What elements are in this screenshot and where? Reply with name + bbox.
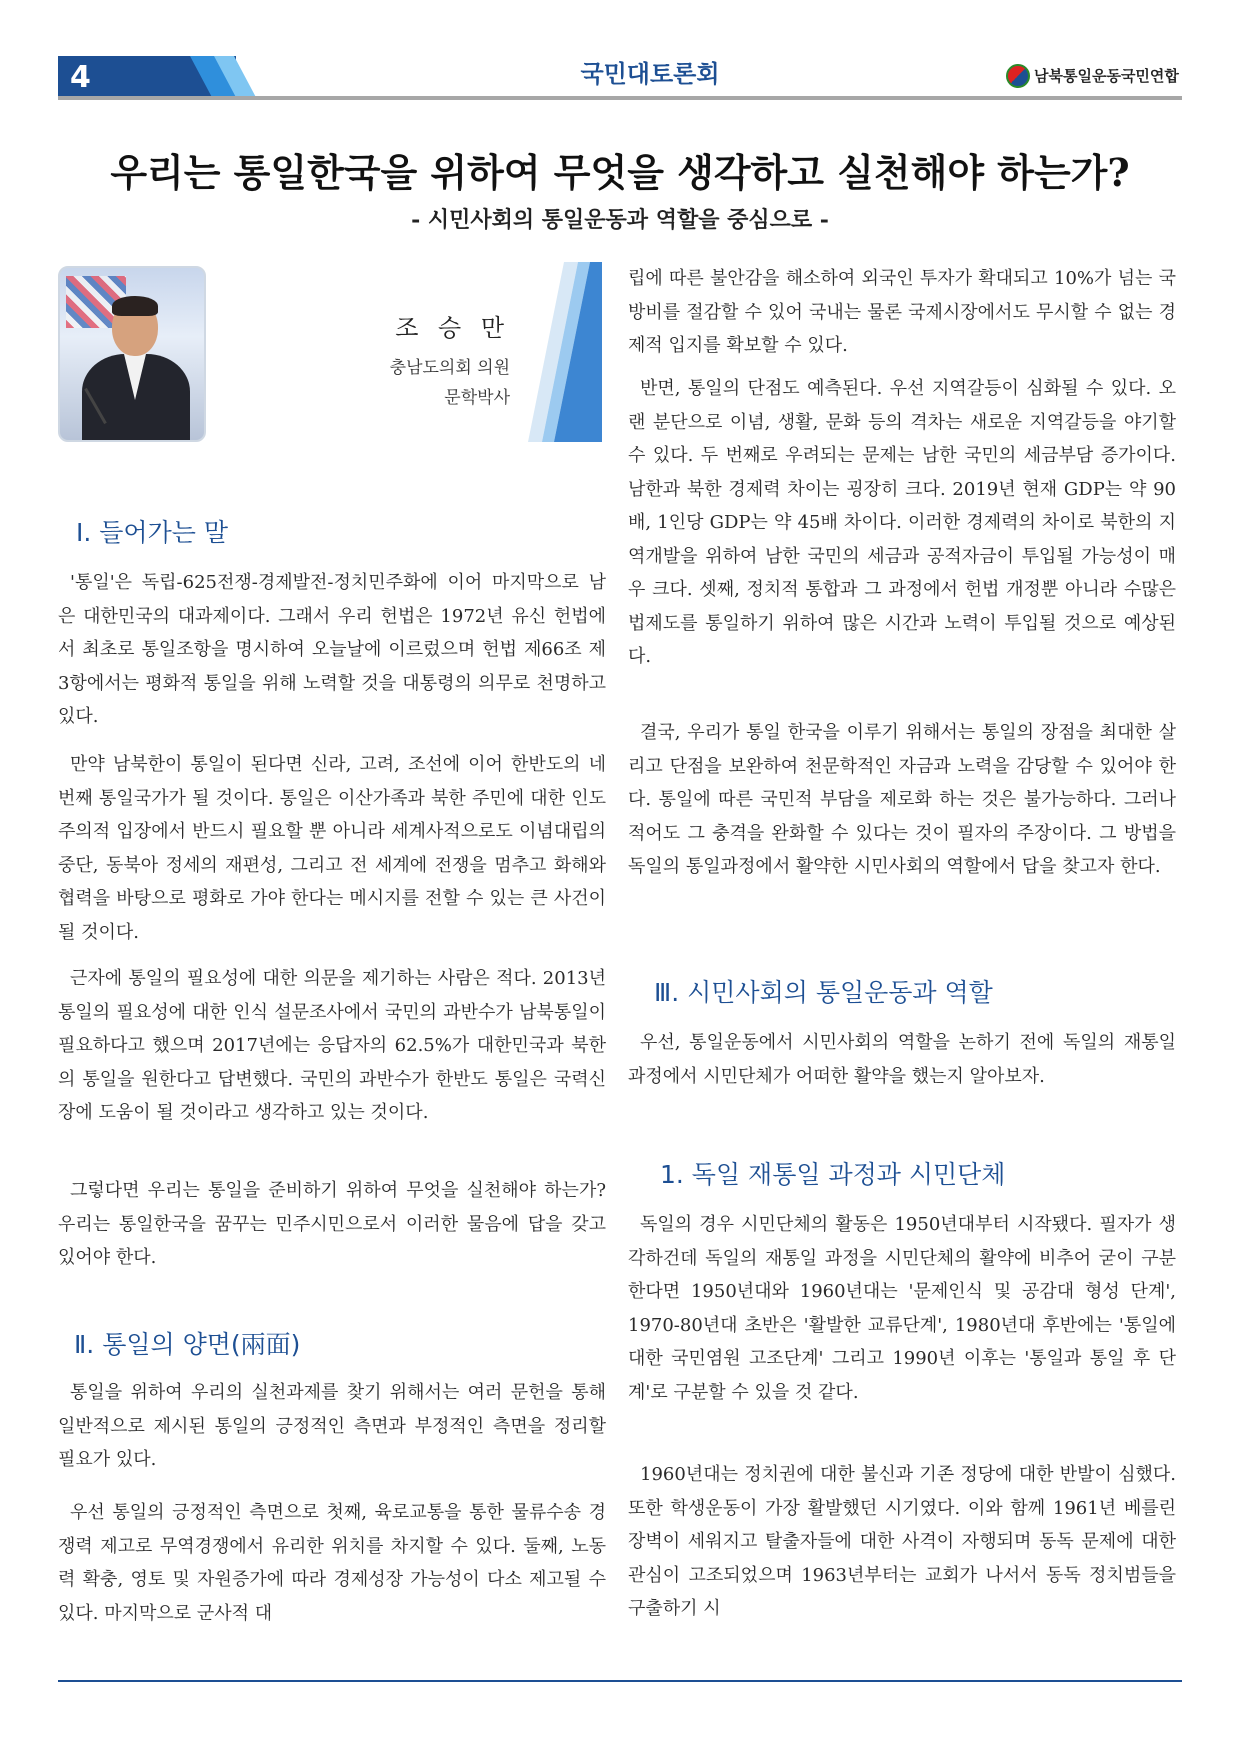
paragraph: '통일'은 독립-625전쟁-경제발전-정치민주화에 이어 마지막으로 남은 대한민국의 대과제이다. 그래서 우리 헌법은 1972년 유신 헌법에서 최초로 통일조항을 명시하여 오늘날에 이르렀으며 헌법 제66조 제3항에서는 평화적 통일을 위해 노력할 것을 대통령의 의무로 천명하고 있다.	[58, 572, 606, 727]
decorative-stripes	[520, 262, 602, 442]
paragraph: 반면, 통일의 단점도 예측된다. 우선 지역갈등이 심화될 수 있다. 오랜 분단으로 이념, 생활, 문화 등의 격차는 새로운 지역갈등을 야기할 수 있다. 두 번째로 우려되는 문제는 남한 국민의 세금부담 증가이다. 남한과 북한 경제력 차이는 굉장히 크다. 2019년 현재 GDP는 약 90배, 1인당 GDP는 약 45배 차이다. 이러한 경제력의 차이로 북한의 지역개발을 위하여 남한 국민의 세금과 공적자금이 투입될 가능성이 매우 크다. 셋째, 정치적 통합과 그 과정에서 헌법 개정뿐 아니라 수많은 법제도를 통일하기 위하여 많은 시간과 노력이 투입될 것으로 예상된다.	[628, 378, 1176, 667]
header-title: 국민대토론회	[580, 60, 720, 88]
paragraph: 립에 따른 불안감을 해소하여 외국인 투자가 확대되고 10%가 넘는 국방비를 절감할 수 있어 국내는 물론 국제시장에서도 무시할 수 없는 경제적 입지를 확보할 수 있다.	[628, 268, 1176, 356]
organization-logo-icon	[1006, 64, 1030, 88]
article-subtitle: - 시민사회의 통일운동과 역할을 중심으로 -	[411, 207, 829, 233]
paragraph: 만약 남북한이 통일이 된다면 신라, 고려, 조선에 이어 한반도의 네 번째 통일국가가 될 것이다. 통일은 이산가족과 북한 주민에 대한 인도주의적 입장에서 반드시 필요할 뿐 아니라 세계사적으로도 이념대립의 중단, 동북아 정세의 재편성, 그리고 전 세계에 전쟁을 멈추고 화해와 협력을 바탕으로 평화로 가야 한다는 메시지를 전할 수 있는 큰 사건이 될 것이다.	[58, 754, 606, 943]
section-heading-2: Ⅱ. 통일의 양면(兩面)	[74, 1330, 301, 1359]
header-rule	[58, 96, 1182, 100]
article-title: 우리는 통일한국을 위하여 무엇을 생각하고 실천해야 하는가?	[110, 150, 1130, 195]
section-heading-3-1: 1. 독일 재통일 과정과 시민단체	[660, 1160, 1006, 1189]
footer-rule	[58, 1680, 1182, 1682]
paragraph: 통일을 위하여 우리의 실천과제를 찾기 위해서는 여러 문헌을 통해 일반적으로 제시된 통일의 긍정적인 측면과 부정적인 측면을 정리할 필요가 있다.	[58, 1382, 606, 1470]
paragraph: 우선 통일의 긍정적인 측면으로 첫째, 육로교통을 통한 물류수송 경쟁력 제고로 무역경쟁에서 유리한 위치를 차지할 수 있다. 둘째, 노동력 확충, 영토 및 자원증가에 따라 경제성장 가능성이 다소 제고될 수 있다. 마지막으로 군사적 대	[58, 1502, 606, 1624]
organization-name: 남북통일운동국민연합	[1034, 67, 1179, 85]
section-heading-1: Ⅰ. 들어가는 말	[76, 518, 228, 547]
author-photo	[58, 266, 206, 442]
author-degree: 문학박사	[444, 388, 510, 408]
paragraph: 결국, 우리가 통일 한국을 이루기 위해서는 통일의 장점을 최대한 살리고 단점을 보완하여 천문학적인 자금과 노력을 감당할 수 있어야 한다. 통일에 따른 국민적 부담을 제로화 하는 것은 불가능하다. 그러나 적어도 그 충격을 완화할 수 있다는 것이 필자의 주장이다. 그 방법을 독일의 통일과정에서 활약한 시민사회의 역할에서 답을 찾고자 한다.	[628, 722, 1176, 877]
paragraph: 1960년대는 정치권에 대한 불신과 기존 정당에 대한 반발이 심했다. 또한 학생운동이 가장 활발했던 시기였다. 이와 함께 1961년 베를린 장벽이 세워지고 탈출자들에 대한 사격이 자행되며 동독 문제에 대한 관심이 고조되었으며 1963년부터는 교회가 나서서 동독 정치범들을 구출하기 시	[628, 1464, 1176, 1619]
section-heading-3: Ⅲ. 시민사회의 통일운동과 역할	[654, 978, 993, 1007]
paragraph: 그렇다면 우리는 통일을 준비하기 위하여 무엇을 실천해야 하는가? 우리는 통일한국을 꿈꾸는 민주시민으로서 이러한 물음에 답을 갖고 있어야 한다.	[58, 1180, 606, 1268]
author-position: 충남도의회 의원	[389, 358, 510, 378]
page-number: 4	[70, 60, 91, 95]
paragraph: 독일의 경우 시민단체의 활동은 1950년대부터 시작됐다. 필자가 생각하건데 독일의 재통일 과정을 시민단체의 활약에 비추어 굳이 구분한다면 1950년대와 1960년대는 '문제인식 및 공감대 형성 단계', 1970-80년대 초반은 '활발한 교류단계', 1980년대 후반에는 '통일에 대한 국민염원 고조단계' 그리고 1990년 이후는 '통일과 통일 후 단계'로 구분할 수 있을 것 같다.	[628, 1214, 1176, 1403]
author-name: 조 승 만	[395, 314, 510, 342]
paragraph: 우선, 통일운동에서 시민사회의 역할을 논하기 전에 독일의 재통일 과정에서 시민단체가 어떠한 활약을 했는지 알아보자.	[628, 1032, 1176, 1087]
paragraph: 근자에 통일의 필요성에 대한 의문을 제기하는 사람은 적다. 2013년 통일의 필요성에 대한 인식 설문조사에서 국민의 과반수가 남북통일이 필요하다고 했으며 2017년에는 응답자의 62.5%가 대한민국과 북한의 통일을 원한다고 답변했다. 국민의 과반수가 한반도 통일은 국력신장에 도움이 될 것이라고 생각하고 있는 것이다.	[58, 968, 606, 1123]
